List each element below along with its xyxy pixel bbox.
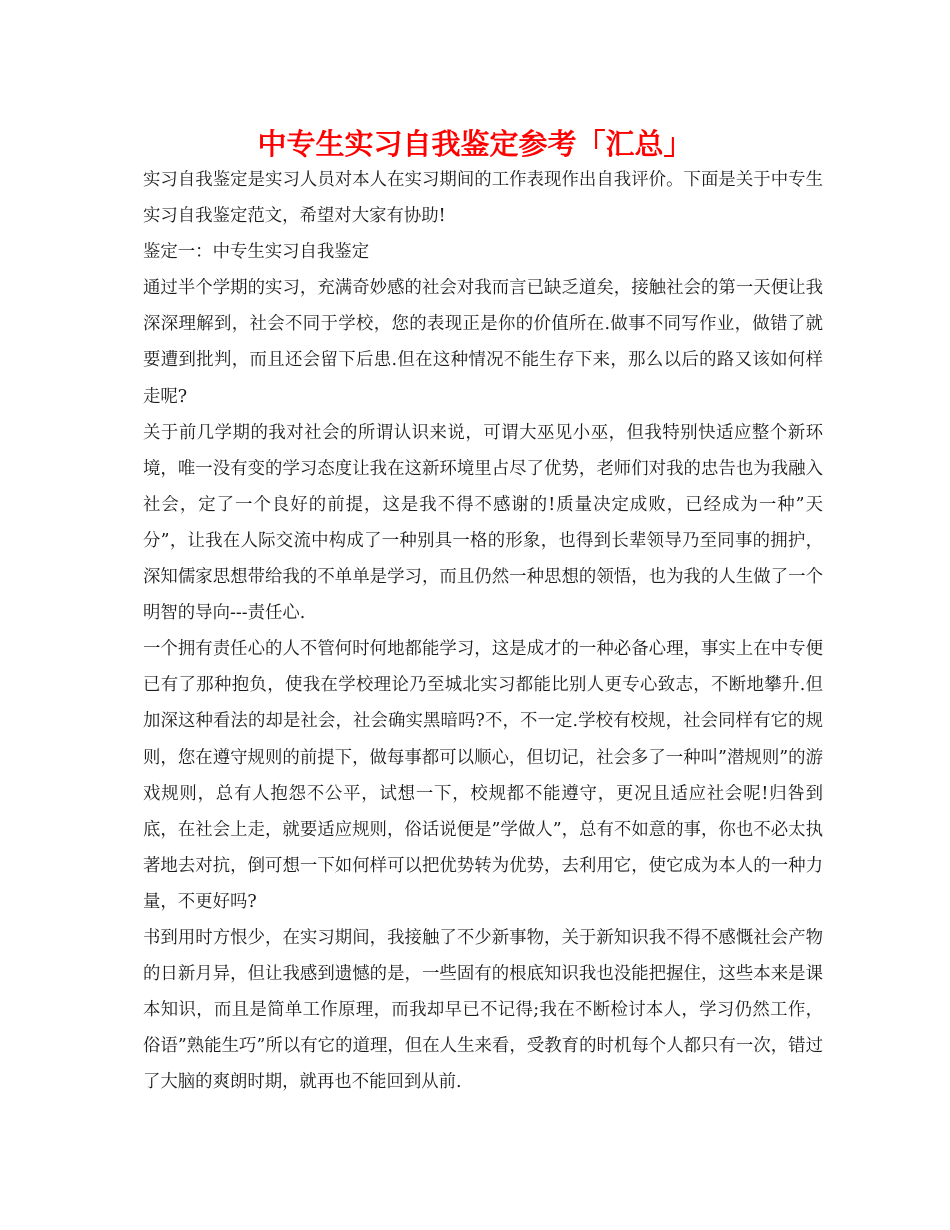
paragraph-3: 一个拥有责任心的人不管何时何地都能学习，这是成才的一种必备心理，事实上在中专便已有了那种抱负，使我在学校理论乃至城北实习都能比别人更专心致志，不断地攀升.但加深这种看法的却是社会，社会确实黑暗吗?不，不一定.学校有校规，社会同样有它的规则，您在遵守规则的前提下，做每事都可以顺心，但切记，社会多了一种叫”潜规则”的游戏规则，总有人抱怨不公平，试想一下，校规都不能遵守，更况且适应社会呢!归咎到底，在社会上走，就要适应规则，俗话说便是”学做人”，总有不如意的事，你也不必太执著地去对抗，倒可想一下如何样可以把优势转为优势，去利用它，使它成为本人的一种力量，不更好吗? — [143, 639, 823, 912]
paragraph-intro: 实习自我鉴定是实习人员对本人在实习期间的工作表现作出自我评价。下面是关于中专生实习自我鉴定范文，希望对大家有协助! — [143, 170, 823, 227]
paragraph-1: 通过半个学期的实习，充满奇妙感的社会对我而言已缺乏道矣，接触社会的第一天便让我深深理解到，社会不同于学校，您的表现正是你的价值所在.做事不同写作业，做错了就要遭到批判，而且还会留下后患.但在这种情况不能生存下来，那么以后的路又该如何样走呢? — [143, 278, 823, 407]
paragraph-4: 书到用时方恨少，在实习期间，我接触了不少新事物，关于新知识我不得不感慨社会产物的日新月异，但让我感到遗憾的是，一些固有的根底知识我也没能把握住，这些本来是课本知识，而且是简单工作原理，而我却早已不记得;我在不断检讨本人，学习仍然工作，俗语”熟能生巧”所以有它的道理，但在人生来看，受教育的时机每个人都只有一次，错过了大脑的爽朗时期，就再也不能回到从前. — [143, 927, 823, 1093]
paragraph-2: 关于前几学期的我对社会的所谓认识来说，可谓大巫见小巫，但我特别快适应整个新环境，唯一没有变的学习态度让我在这新环境里占尽了优势，老师们对我的忠告也为我融入社会，定了一个良好的前提，这是我不得不感谢的!质量决定成败，已经成为一种”天分”，让我在人际交流中构成了一种别具一格的形象，也得到长辈领导乃至同事的拥护，深知儒家思想带给我的不单单是学习，而且仍然一种思想的领悟，也为我的人生做了一个明智的导向---责任心. — [143, 422, 823, 624]
document-title: 中专生实习自我鉴定参考「汇总」 — [257, 127, 693, 161]
section-heading: 鉴定一：中专生实习自我鉴定 — [143, 242, 370, 263]
document-body — [143, 162, 823, 1100]
